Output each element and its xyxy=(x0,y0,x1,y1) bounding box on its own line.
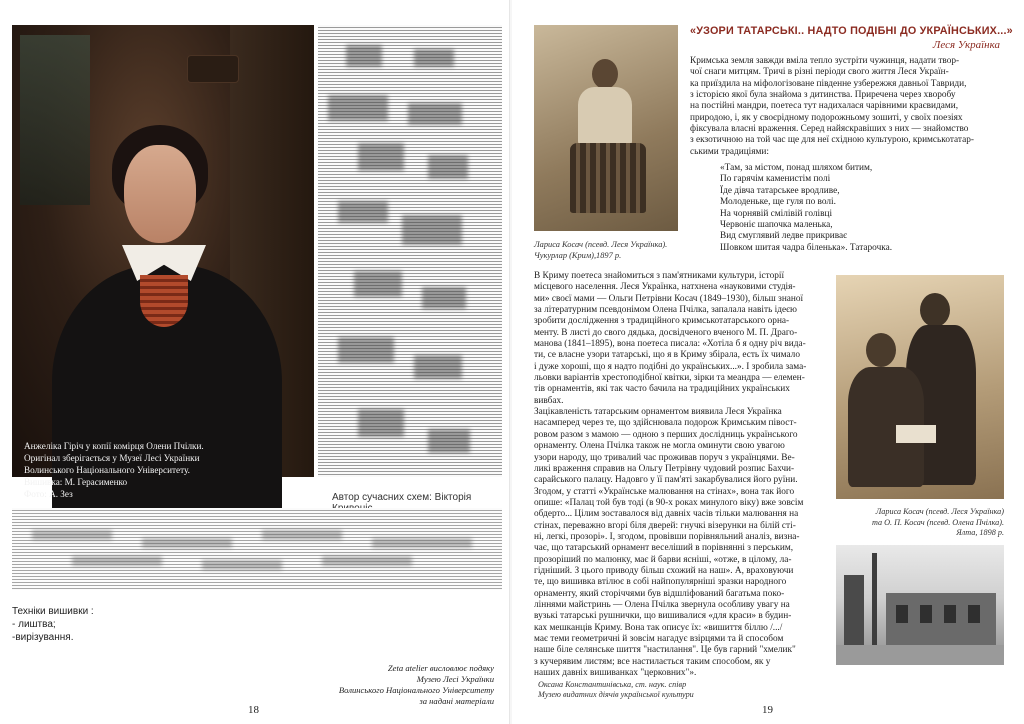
body-line: сарайського палацу. Надовго у її пам'яті закарбувалися його руїни. xyxy=(534,475,798,486)
body-line: вузькі татарські рушнички, що вишивалися «для краси» в будин- xyxy=(534,611,792,622)
body-line: узори народу, що тривалий час проживав поруч з українцями. Ве- xyxy=(534,452,795,463)
acknowledgement xyxy=(339,663,494,707)
body-line: з кучерявим листям; все настилається таким способом, як у xyxy=(534,656,771,667)
pattern-motif xyxy=(354,271,402,297)
minaret xyxy=(872,553,877,645)
thanks-line: Музею Лесі Українки xyxy=(416,674,494,684)
photo-caption-1897 xyxy=(534,239,667,261)
pattern-motif xyxy=(358,409,404,437)
body-line: менту. В листі до свого дядька, досвідченого вченого М. П. Драго- xyxy=(534,327,798,338)
pattern-motif xyxy=(428,429,470,453)
thanks-line: за надані матеріали xyxy=(419,696,494,706)
poem-line: Червоніє шапочка маленька, xyxy=(720,220,833,231)
body-line: Зацікавленість татарським орнаментом виявила Леся Українка xyxy=(534,407,782,418)
palace-tower xyxy=(844,575,864,645)
caption-line: Чукурлар (Крим),1897 р. xyxy=(534,251,622,260)
thanks-line: Zeta atelier висловлює подяку xyxy=(387,663,494,673)
poem-quote xyxy=(720,163,892,254)
poem-line: «Там, за містом, понад шляхом битим, xyxy=(720,163,873,173)
body-line: орнаменту, який сторіччями був відшліфований багатьма поко- xyxy=(534,588,785,599)
author-affiliation: Музею видатних діячів української культури xyxy=(538,690,694,699)
photo-caption-1898 xyxy=(842,507,1004,539)
caption-line: Вишивка: М. Герасименко xyxy=(24,477,128,487)
photo-lesya-1897 xyxy=(534,25,678,231)
intro-line: з історією якої була знайома з дитинства. Приречена через хворобу xyxy=(690,90,956,101)
intro-line: фіксувала власні враження. Серед найяскравіших з них — знайомство xyxy=(690,124,969,135)
pattern-motif xyxy=(142,538,232,548)
intro-line: чої снаги митцям. Тричі в різні періоди свого життя Леся Україн- xyxy=(690,67,949,78)
article-title: «УЗОРИ ТАТАРСЬКІ.. НАДТО ПОДІБНІ ДО УКРАЇНСЬКИХ...» xyxy=(690,25,1013,37)
body-line: стінах, переважно вгорі біля дверей: гнучкі візерунки на білій сті- xyxy=(534,520,796,531)
body-line: ках мешканців Криму. Вона так описує їх: «вишиття біллю /.../ xyxy=(534,622,783,633)
intro-line: ськими традиціями: xyxy=(690,146,769,157)
intro-line: на постійні мандри, поетеса тут надихалася чарівними краєвидами, xyxy=(690,101,959,112)
body-line: насамперед через те, що здійснювала подорож Кримським півост- xyxy=(534,418,797,429)
body-line: гідніший. З цього приводу більш схожий на наш». А, враховуючи xyxy=(534,565,794,576)
body-line: вивбах. xyxy=(534,395,564,406)
coral-beads xyxy=(140,275,188,327)
intro-line: природою, і, як у своєрідному подорожньому зошиті, у своїх поезіях xyxy=(690,112,963,123)
palace-window xyxy=(896,605,908,623)
pattern-motif xyxy=(408,103,462,125)
embroidery-pattern-vertical xyxy=(318,25,502,477)
photo-bakhchisarai-palace xyxy=(836,545,1004,665)
embroidery-pattern-horizontal xyxy=(12,508,502,590)
techniques-heading: Техніки вишивки : xyxy=(12,606,94,617)
caption-line: Оригінал зберігається у Музеї Лесі Українки xyxy=(24,453,200,463)
body-line: орнаменту. Олена Пчілка також не могла оминути свою увагою xyxy=(534,441,785,452)
body-line: за літературним псевдонімом Олена Пчілка, запалала навіть ідеєю xyxy=(534,305,798,316)
body-line: прозоріший по малюнку, має й барви ясніші, «отже, в цілому, ла- xyxy=(534,554,792,565)
body-line: зробити дослідження з традиційного кримськотатарського орна- xyxy=(534,316,790,327)
body-line: манова (1841–1895), вона поетеса писала: «Хотіла б я одну річ вида- xyxy=(534,339,806,350)
pattern-motif xyxy=(202,560,282,570)
figure-head xyxy=(866,333,896,367)
pattern-motif xyxy=(338,337,394,363)
portrait-photo xyxy=(12,25,314,499)
page-number: 18 xyxy=(248,704,259,716)
pattern-motif xyxy=(414,49,454,67)
body-line: ровом разом з мамою — одною з перших дослідниць українського xyxy=(534,429,798,440)
body-line: ти, се власне узори татарські, що я в Криму збірала, есть їх чимало xyxy=(534,350,800,361)
caption-line: Волинського Національного Університету. xyxy=(24,465,190,475)
body-line: має теми геометричні й зовсім нагадує взірцями та й способом xyxy=(534,634,784,644)
pattern-motif xyxy=(322,556,412,566)
palace-window xyxy=(944,605,956,623)
window-backdrop xyxy=(20,35,90,205)
caption-line: та О. П. Косач (псевд. Олена Пчілка). xyxy=(871,517,1004,527)
figure-head xyxy=(920,293,950,327)
figure-skirt xyxy=(570,143,646,213)
lamp-backdrop xyxy=(187,55,239,83)
photo-lesya-olena-1898 xyxy=(836,275,1004,499)
figure-blouse xyxy=(578,87,632,147)
body-line: ні, легкі, прозорі». І, згодом, провівши порівняльний аналіз, визна- xyxy=(534,531,800,542)
technique-item: - лиштва; xyxy=(12,619,56,630)
poem-line: Молоденьке, ще гуля по волі. xyxy=(720,197,836,208)
body-line: місцевого населення. Леся Українка, натхнена «науковими студія- xyxy=(534,282,796,293)
caption-line: Ялта, 1898 р. xyxy=(956,528,1004,537)
body-line: те, що вишивка втілює в собі найпопулярніші зразки народного xyxy=(534,577,787,588)
poem-line: Шовком шитая чадра біленька». Татарочка. xyxy=(720,242,893,253)
intro-line: ка приїздила на міфологізоване південне узбережжя давньої Тавриди, xyxy=(690,78,967,89)
caption-line: Лариса Косач (псевд. Леся Українка). xyxy=(534,240,668,249)
scheme-author: Автор сучасних схем: Вікторія xyxy=(332,492,472,503)
pattern-motif xyxy=(428,155,468,179)
body-line: обдерто... Цілим зоставалося від давніх часів тільки малювання на xyxy=(534,509,799,520)
intro-paragraph xyxy=(690,56,1000,158)
author-name: Оксана Константинівська, ст. наук. співр xyxy=(538,680,687,689)
pattern-motif xyxy=(262,530,342,540)
body-line: і дуже хороші, що я надто подібні до українських...». І зробила зама- xyxy=(534,361,807,372)
poem-line: Їде дівча татарськее вродливе, xyxy=(720,185,840,196)
pattern-motif xyxy=(402,215,462,245)
body-line: льовки варіантів хрестоподібної квітки, зірки та меандра — елемен- xyxy=(534,373,805,384)
palace-window xyxy=(968,605,980,623)
pattern-motif xyxy=(358,143,404,171)
caption-line: Анжеліка Гіріч у копії комірця Олени Пчілки. xyxy=(24,441,204,451)
pattern-motif xyxy=(328,95,388,121)
poem-line: На чорнявій смілівій голівці xyxy=(720,208,833,219)
body-line: Згодом, у статті «Українське малювання на стінах», вона так його xyxy=(534,486,795,497)
caption-line: Лариса Косач (псевд. Леся Українка) xyxy=(875,507,1004,516)
pattern-motif xyxy=(414,355,462,379)
body-line: опише: «Палац той був тоді (в 90-х роках минулого віку) вже зовсім xyxy=(534,497,804,508)
woman-face xyxy=(124,145,196,243)
embroidery-techniques xyxy=(12,605,94,644)
right-page xyxy=(512,0,1024,724)
body-line: чає, що татарський орнамент веселіший в порівнянні з перським, xyxy=(534,543,794,554)
body-line: ликі враження справив на Ольгу Петрівну чудовий розпис Бахчи- xyxy=(534,463,795,474)
pattern-motif xyxy=(422,287,466,309)
intro-line: Кримська земля завжди вміла тепло зустріти чужинця, надати твор- xyxy=(690,56,960,66)
technique-item: -вирізування. xyxy=(12,632,74,643)
page-number: 19 xyxy=(762,704,773,716)
body-line: наших давніх вишиванках "церковних"». xyxy=(534,668,697,679)
pattern-motif xyxy=(32,530,112,540)
poem-line: Вид смуглявий ледве прикриває xyxy=(720,231,848,242)
photo-caption xyxy=(24,440,254,500)
body-line: тів орнаментів, які так часто бачила на традиційних українських xyxy=(534,384,790,395)
pattern-motif xyxy=(372,538,472,548)
pattern-motif xyxy=(72,556,162,566)
author-signature xyxy=(538,680,694,700)
left-page xyxy=(0,0,510,724)
article-subtitle: Леся Українка xyxy=(932,39,1000,51)
pattern-motif xyxy=(338,201,388,223)
thanks-line: Волинського Національного Університету xyxy=(338,685,494,695)
palace-courtyard xyxy=(836,645,1004,665)
body-line: В Криму поетеса знайомиться з пам'ятниками культури, історії xyxy=(534,271,785,281)
book xyxy=(896,425,936,443)
palace-window xyxy=(920,605,932,623)
intro-line: з екзотичною на той час ще для неї східною культурою, кримськотатар- xyxy=(690,135,974,146)
poem-line: По гарячім каменистім полі xyxy=(720,174,831,185)
figure-head xyxy=(592,59,618,89)
caption-line: Фото: А. Зез xyxy=(24,489,73,499)
body-line: ми» своєї мами — Ольги Петрівни Косач (1849–1930), більш знаної xyxy=(534,293,804,304)
body-line: ліннями майстринь — Олена Пчілка звернула особливу увагу на xyxy=(534,599,790,610)
pattern-motif xyxy=(346,45,382,67)
body-line: наше біле селянське шиття "настилання". Це був гарний "хмелик" xyxy=(534,645,796,656)
body-text xyxy=(534,271,830,679)
